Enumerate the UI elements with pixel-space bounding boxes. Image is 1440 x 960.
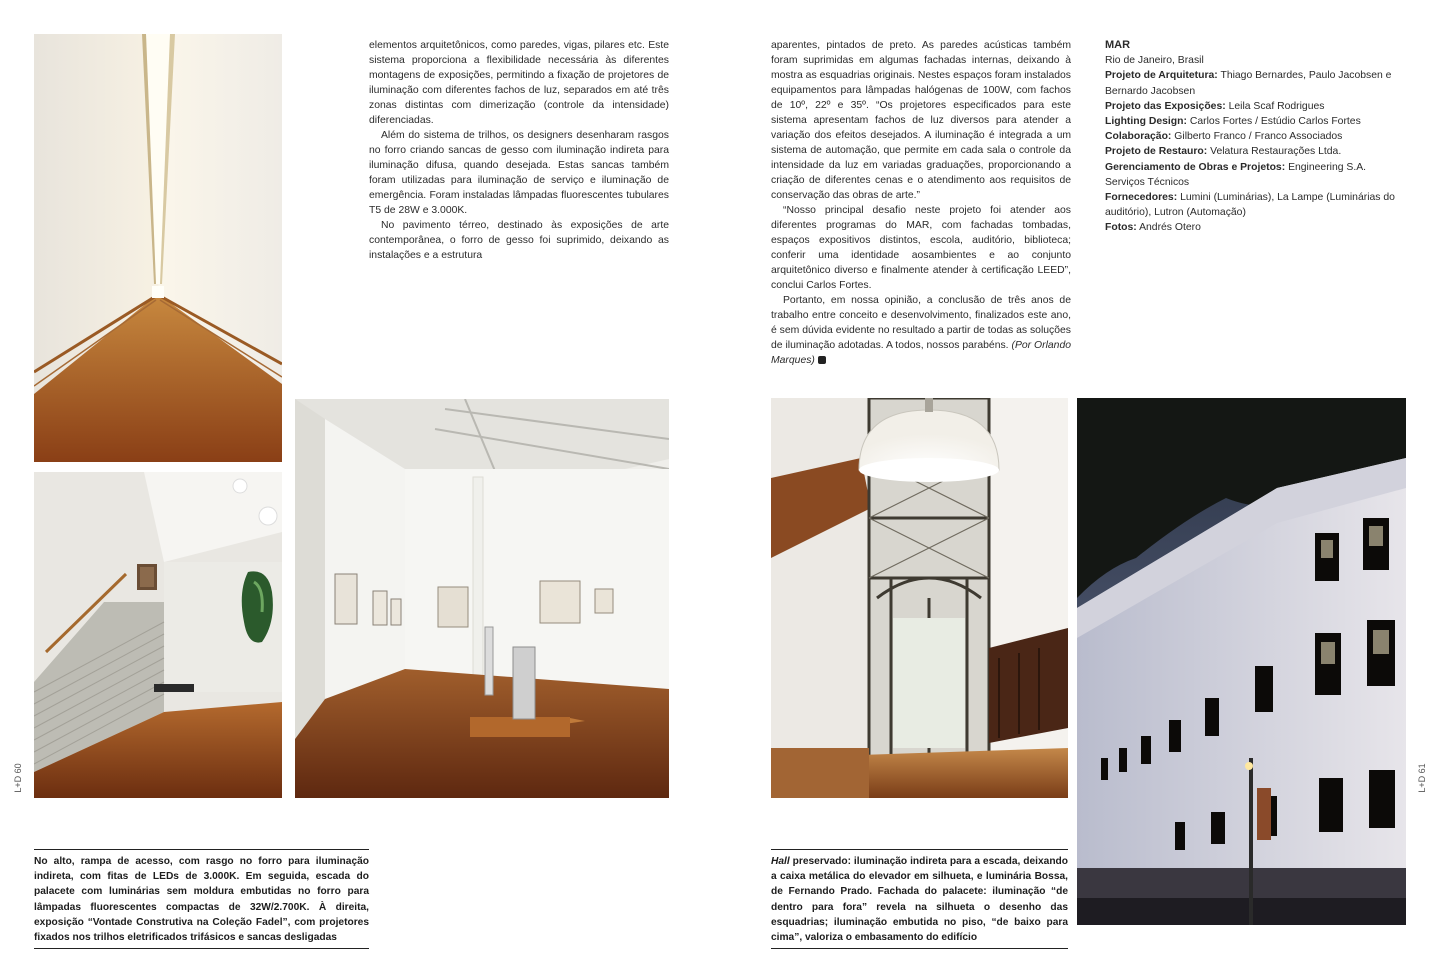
page-number-right: L+D 61 xyxy=(1417,763,1427,793)
caption-right: Hall preservado: iluminação indireta para a escada, deixando a caixa metálica do elevador em silhueta, e luminária Bossa, de Fernando Prado. Fachada do palacete: iluminação “de dentro para fora” revela na silhueta o desenho das esquadrias; iluminação embutida no piso, “de baixo para cima”, valoriza o embasamento do edifício xyxy=(771,849,1068,949)
credit-item: Gerenciamento de Obras e Projetos: Engineering S.A. Serviços Técnicos xyxy=(1105,161,1367,188)
credit-item: Projeto das Exposições: Leila Scaf Rodrigues xyxy=(1105,100,1325,112)
photo-palace-facade xyxy=(1077,398,1406,925)
caption-left: No alto, rampa de acesso, com rasgo no forro para iluminação indireta, com fitas de LEDs de 3.000K. Em seguida, escada do palacete com luminárias sem moldura embutidas no forro para lâmpadas fluorescentes compactas de 32W/2.700K. À direita, exposição “Vontade Construtiva na Coleção Fadel”, com projetores fixados nos trilhos eletrificados trifásicos e sancas desligadas xyxy=(34,849,369,949)
body-column-left xyxy=(369,38,669,263)
author-signature: (Por Orlando Marques) xyxy=(771,340,1072,366)
end-mark-icon xyxy=(818,356,826,364)
page-number-left: L+D 60 xyxy=(13,763,23,793)
credits-location: Rio de Janeiro, Brasil xyxy=(1105,55,1204,67)
paragraph: elementos arquitetônicos, como paredes, vigas, pilares etc. Este sistema proporciona a flexibilidade necessária às diferentes montagens de exposições, permitindo a fixação de projetores de iluminação com diferentes fachos de luz, separados em até três zonas distintas com dimerização (controle da intensidade) diferenciadas. xyxy=(369,40,669,126)
photo-access-ramp xyxy=(34,34,282,462)
photo-gallery-exhibition xyxy=(295,399,669,798)
photo-palace-staircase xyxy=(34,472,282,798)
credit-item: Fornecedores: Lumini (Luminárias), La Lampe (Luminárias do auditório), Lutron (Automação) xyxy=(1105,192,1395,219)
paragraph: aparentes, pintados de preto. As paredes acústicas também foram suprimidas em algumas fachadas internas, deixando à mostra as esquadrias originais. Nestes espaços foram instalados equipamentos para lâmpadas halógenas de 100W, com fachos de 10º, 22º e 35º. “Os projetores especificados para este sistema apresentam fachos de luz diversos para atender a variação dos efeitos desejados. A iluminação é integrada a um sistema de automação, que permite em cada sala o controle da intensidade da luz em variadas graduações, proporcionando a criação de diferentes cenas e o atendimento aos requisitos de conservação das obras de arte.” xyxy=(771,40,1071,201)
credit-item: Lighting Design: Carlos Fortes / Estúdio Carlos Fortes xyxy=(1105,116,1361,128)
credit-item: Projeto de Restauro: Velatura Restaurações Ltda. xyxy=(1105,146,1342,158)
paragraph: Além do sistema de trilhos, os designers desenharam rasgos no forro criando sancas de gesso com iluminação indireta para iluminação difusa, quando desejada. Estas sancas também foram utilizadas para iluminação de serviço e iluminação de emergência. Foram instaladas lâmpadas fluorescentes tubulares T5 de 28W e 3.000K. xyxy=(369,130,669,216)
body-column-right xyxy=(771,38,1071,368)
credits-title: MAR xyxy=(1105,39,1131,51)
paragraph: Portanto, em nossa opinião, a conclusão de três anos de trabalho entre conceito e desenvolvimento, finalizados este ano, é sem dúvida evidente no resultado a partir de todas as soluções de iluminação adotadas. A todos, nossos parabéns. xyxy=(771,295,1071,351)
photo-hall-elevator xyxy=(771,398,1068,798)
credit-item: Fotos: Andrés Otero xyxy=(1105,222,1201,234)
credit-item: Projeto de Arquitetura: Thiago Bernardes, Paulo Jacobsen e Bernardo Jacobsen xyxy=(1105,70,1392,97)
paragraph: No pavimento térreo, destinado às exposições de arte contemporânea, o forro de gesso foi suprimido, deixando as instalações e a estrutura xyxy=(369,220,669,261)
credit-item: Colaboração: Gilberto Franco / Franco Associados xyxy=(1105,131,1343,143)
project-credits xyxy=(1105,38,1405,236)
paragraph: “Nosso principal desafio neste projeto foi atender aos diferentes programas do MAR, com fachadas tombadas, espaços expositivos distintos, escola, auditório, biblioteca; conferir uma identidade aosambientes e ao conjunto arquitetônico diverso e finalmente atender à certificação LEED”, conclui Carlos Fortes. xyxy=(771,205,1071,291)
